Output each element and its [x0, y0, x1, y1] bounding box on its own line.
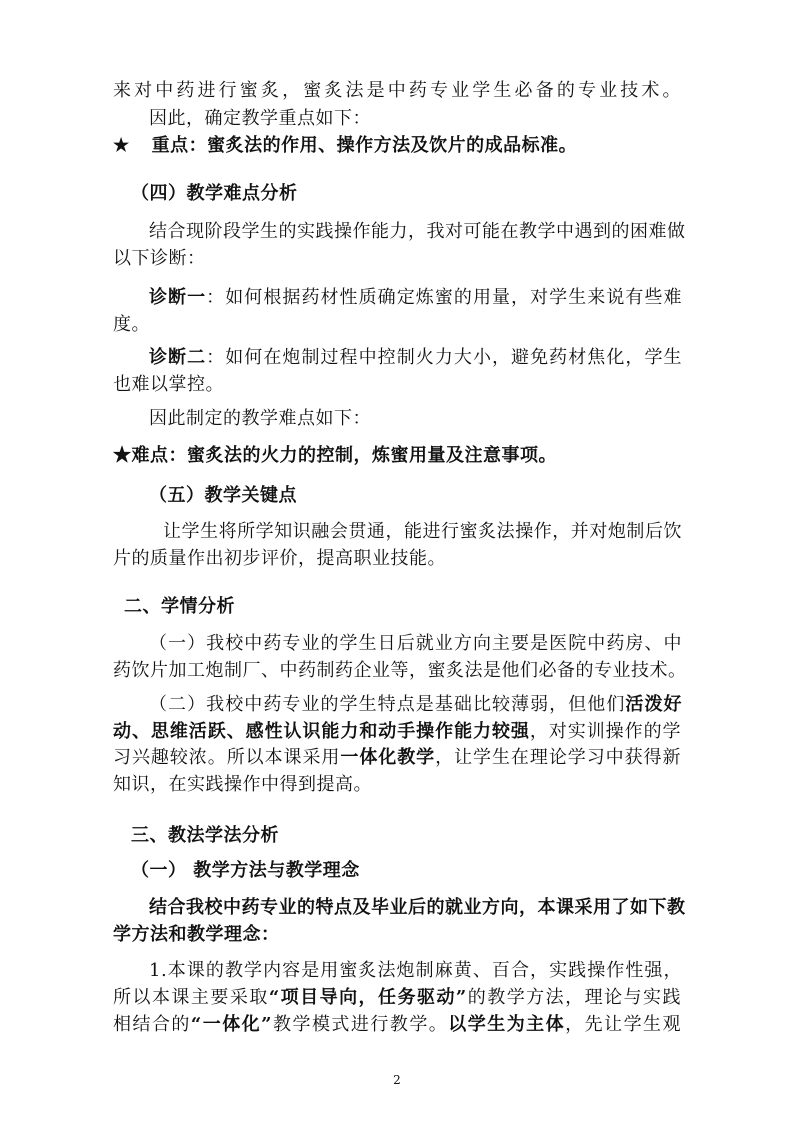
- bold-text: “项目导向，任务驱动”: [268, 987, 467, 1008]
- paragraph-line: [149, 220, 686, 244]
- bold-text: 结合我校中药专业的特点及毕业后的就业方向，本课采用了如下教: [149, 897, 686, 918]
- paragraph-line: [149, 632, 682, 656]
- paragraph-line: [149, 346, 682, 370]
- text: 度。: [113, 314, 150, 335]
- bold-text: 学方法和教学理念：: [113, 924, 280, 945]
- bold-text: ★难点：蜜炙法的火力的控制，炼蜜用量及注意事项。: [113, 445, 557, 466]
- section-heading: [131, 824, 279, 848]
- text: 结合现阶段学生的实践操作能力，我对可能在教学中遇到的困难做: [149, 221, 686, 242]
- heading-text: 二、学情分析: [124, 596, 235, 617]
- text: （二）我校中药专业的学生特点是基础比较薄弱，但他们: [149, 694, 626, 715]
- paragraph-line: [113, 547, 446, 571]
- paragraph-line: [149, 896, 686, 920]
- paragraph-line: [149, 407, 371, 431]
- bold-text: 诊断二: [149, 347, 207, 368]
- text: 1.本课的教学内容是用蜜炙法炮制麻黄、百合，实践操作性强，: [149, 960, 682, 981]
- text: ，对实训操作的学: [529, 721, 682, 742]
- text: 习兴趣较浓。所以本课采用: [113, 747, 341, 768]
- bold-text: 动、思维活跃、感性认识能力和动手操作能力较强: [113, 721, 530, 742]
- paragraph-line: [113, 986, 681, 1010]
- text: 也难以掌控。: [113, 374, 224, 395]
- heading-text: 三、教法学法分析: [131, 825, 279, 846]
- paragraph-line: [113, 746, 681, 770]
- paragraph-line: [163, 520, 682, 544]
- paragraph-line: [149, 959, 682, 983]
- text: （一）我校中药专业的学生日后就业方向主要是医院中药房、中: [149, 633, 682, 654]
- section-heading: [149, 484, 297, 508]
- heading-text: （一） 教学方法与教学理念: [131, 860, 360, 881]
- text: ：如何根据药材性质确定炼蜜的用量，对学生来说有些难: [206, 287, 683, 308]
- text: 来对中药进行蜜炙，蜜炙法是中药专业学生必备的专业技术。: [113, 80, 681, 101]
- paragraph-line: [113, 79, 681, 103]
- difficulty-line: [113, 444, 557, 468]
- bold-text: 诊断一: [149, 287, 207, 308]
- text: ，让学生在理论学习中获得新: [435, 747, 682, 768]
- section-heading: [131, 859, 360, 883]
- text: 的教学方法，理论与实践: [466, 987, 682, 1008]
- paragraph-line: [113, 373, 224, 397]
- paragraph-line: [149, 286, 682, 310]
- section-heading: [131, 182, 298, 206]
- text: 相结合的: [113, 1014, 191, 1035]
- text: ，先让学生观: [565, 1014, 682, 1035]
- page-number: 2: [393, 1073, 401, 1087]
- paragraph-line: [113, 247, 206, 271]
- heading-text: （五）教学关键点: [149, 485, 297, 506]
- text: 以下诊断：: [113, 248, 206, 269]
- text: 让学生将所学知识融会贯通，能进行蜜炙法操作，并对炮制后饮: [163, 521, 682, 542]
- paragraph-line: [113, 720, 681, 744]
- bold-text: 活泼好: [625, 694, 683, 715]
- paragraph-line: [149, 107, 371, 131]
- text: 所以本课主要采取: [113, 987, 269, 1008]
- text: 药饮片加工炮制厂、中药制药企业等，蜜炙法是他们必备的专业技术。: [113, 660, 687, 681]
- text: ：如何在炮制过程中控制火力大小，避免药材焦化，学生: [206, 347, 683, 368]
- text: 教学模式进行教学。: [272, 1014, 449, 1035]
- paragraph-line: [113, 313, 150, 337]
- text: 因此，确定教学重点如下：: [149, 108, 371, 129]
- star-icon: ★: [113, 135, 130, 156]
- section-heading: [124, 595, 235, 619]
- paragraph-line: [113, 1013, 681, 1037]
- bold-text: 以学生为主体: [448, 1014, 566, 1035]
- heading-text: （四）教学难点分析: [131, 183, 298, 204]
- bold-text: 一体化教学: [340, 747, 436, 768]
- key-point-line: [113, 134, 577, 158]
- key-point-text: 重点：蜜炙法的作用、操作方法及饮片的成品标准。: [151, 135, 578, 156]
- paragraph-line: [113, 923, 280, 947]
- text: 片的质量作出初步评价，提高职业技能。: [113, 548, 446, 569]
- paragraph-line: [113, 773, 372, 797]
- paragraph-line: [149, 693, 682, 717]
- text: 因此制定的教学难点如下：: [149, 408, 371, 429]
- bold-text: “一体化”: [190, 1014, 273, 1035]
- paragraph-line: [113, 659, 687, 683]
- text: 知识，在实践操作中得到提高。: [113, 774, 372, 795]
